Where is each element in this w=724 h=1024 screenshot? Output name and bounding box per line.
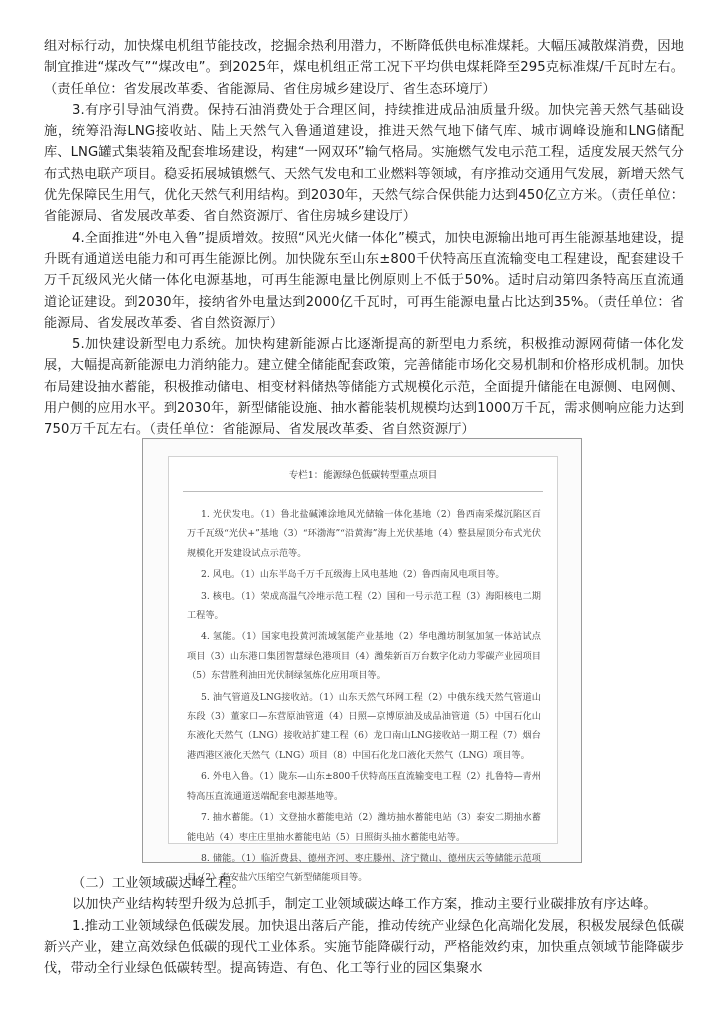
column-item-oil-gas-pipeline: 5. 油气管道及LNG接收站。（1）山东天然气环网工程（2）中俄东线天然气管道山东段（3）董家口—东营原油管道（4）日照—京博原油及成品油管道（5）中国石化山东液化天然气（LNG）接收站扩建工程（6）龙口南山LNG接收站一期工程（7）烟台港西港区液化天然气（LNG）项目（8）中国石化龙口液化天然气（LNG）项目等。 <box>187 691 541 761</box>
column-box-divider <box>183 491 543 492</box>
paragraph-coal-consumption: 组对标行动，加快煤电机组节能技改，挖掘余热利用潜力，不断降低供电标准煤耗。大幅压减散煤消费，因地制宜推进“煤改气”“煤改电”。到2025年，煤电机组正常工况下平均供电煤耗降至295克标准煤/千瓦时左右。（责任单位：省发展改革委、省能源局、省住房城乡建设厅、省生态环境厅） <box>44 39 684 97</box>
paragraph-oil-gas: 3.有序引导油气消费。保持石油消费处于合理区间，持续推进成品油质量升级。加快完善天然气基础设施，统筹沿海LNG接收站、陆上天然气入鲁通道建设，推进天然气地下储气库、城市调峰设施和LNG储配库、LNG罐式集装箱及配套堆场建设，构建“一网双环”输气格局。实施燃气发电示范工程，适度发展天然气分布式热电联产项目。稳妥拓展城镇燃气、天然气发电和工业燃料等领域，有序推动交通用气发展，新增天然气优先保障民生用气，优化天然气利用结构。到2030年，天然气综合保供能力达到450亿立方米。（责任单位：省能源局、省发展改革委、省自然资源厅、省住房城乡建设厅） <box>44 102 684 225</box>
paragraph-industry-intro: 以加快产业结构转型升级为总抓手，制定工业领域碳达峰工作方案，推动主要行业碳排放有序达峰。 <box>72 897 657 913</box>
paragraph-industry-green: 1.推动工业领域绿色低碳发展。加快退出落后产能，推动传统产业绿色化高端化发展，积极发展绿色低碳新兴产业，建立高效绿色低碳的现代工业体系。实施节能降碳行动，严格能效约束，加快重点领域节能降碳步伐，带动全行业绿色低碳转型。提高铸造、有色、化工等行业的园区集聚水 <box>44 918 684 977</box>
column-box-image <box>142 438 582 884</box>
column-item-energy-storage: 8. 储能。（1）临沂费县、德州齐河、枣庄滕州、济宁微山、德州庆云等储能示范项目（2）泰安盐穴压缩空气新型储能项目等。 <box>187 852 541 884</box>
column-box-frame <box>168 456 558 884</box>
bottom-text-block <box>44 873 684 979</box>
top-text-block <box>44 36 684 441</box>
section-heading-industry: （二）工业领域碳达峰工程。 <box>72 876 245 891</box>
column-item-wind: 2. 风电。（1）山东半岛千万千瓦级海上风电基地（2）鲁西南风电项目等。 <box>201 569 505 581</box>
paragraph-new-power-system: 5.加快建设新型电力系统。加快构建新能源占比逐渐提高的新型电力系统，积极推动源网荷储一体化发展，大幅提高新能源电力消纳能力。建立健全储能配套政策，完善储能市场化交易机制和价格形成机制。加快布局建设抽水蓄能，积极推动储电、相变材料储热等储能方式规模化示范，全面提升储能在电源侧、电网侧、用户侧的应用水平。到2030年，新型储能设施、抽水蓄能装机规模均达到1000万千瓦，需求侧响应能力达到750万千瓦左右。（责任单位：省能源局、省发展改革委、省自然资源厅） <box>44 337 684 438</box>
paragraph-external-power: 4.全面推进“外电入鲁”提质增效。按照“风光火储一体化”模式，加快电源输出地可再生能源基地建设，提升既有通道送电能力和可再生能源比例。加快陇东至山东±800千伏特高压直流输变电工程建设，配套建设千万千瓦级风光火储一体化电源基地，可再生能源电量比例原则上不低于50%。适时启动第四条特高压直流通道论证建设。到2030年，接纳省外电量达到2000亿千瓦时，可再生能源电量占比达到35%。（责任单位：省能源局、省发展改革委、省自然资源厅） <box>44 230 684 331</box>
column-item-solar: 1. 光伏发电。（1）鲁北盐碱滩涂地风光储输一体化基地（2）鲁西南采煤沉陷区百万千瓦级“光伏+”基地（3）“环渤海”“沿黄海”海上光伏基地（4）整县屋顶分布式光伏规模化开发建设试点示范等。 <box>187 509 541 559</box>
column-item-hydrogen: 4. 氢能。（1）国家电投黄河流域氢能产业基地（2）华电潍坊制氢加氢一体站试点项目（3）山东港口集团智慧绿色港项目（4）潍柴新百万台数字化动力零碳产业园项目（5）东营胜利油田光伏制绿氢炼化应用项目等。 <box>187 631 541 682</box>
column-item-pumped-storage: 7. 抽水蓄能。（1）文登抽水蓄能电站（2）潍坊抽水蓄能电站（3）泰安二期抽水蓄能电站（4）枣庄庄里抽水蓄能电站（5）日照街头抽水蓄能电站等。 <box>187 812 541 843</box>
column-item-nuclear: 3. 核电。（1）荣成高温气冷堆示范工程（2）国和一号示范工程（3）海阳核电二期工程等。 <box>187 590 541 622</box>
column-item-external-power: 6. 外电入鲁。（1）陇东—山东±800千伏特高压直流输变电工程（2）扎鲁特—青州特高压直流通道送端配套电源基地等。 <box>187 771 541 802</box>
column-box-items <box>187 505 541 890</box>
column-box-title: 专栏1：能源绿色低碳转型重点项目 <box>288 470 438 481</box>
